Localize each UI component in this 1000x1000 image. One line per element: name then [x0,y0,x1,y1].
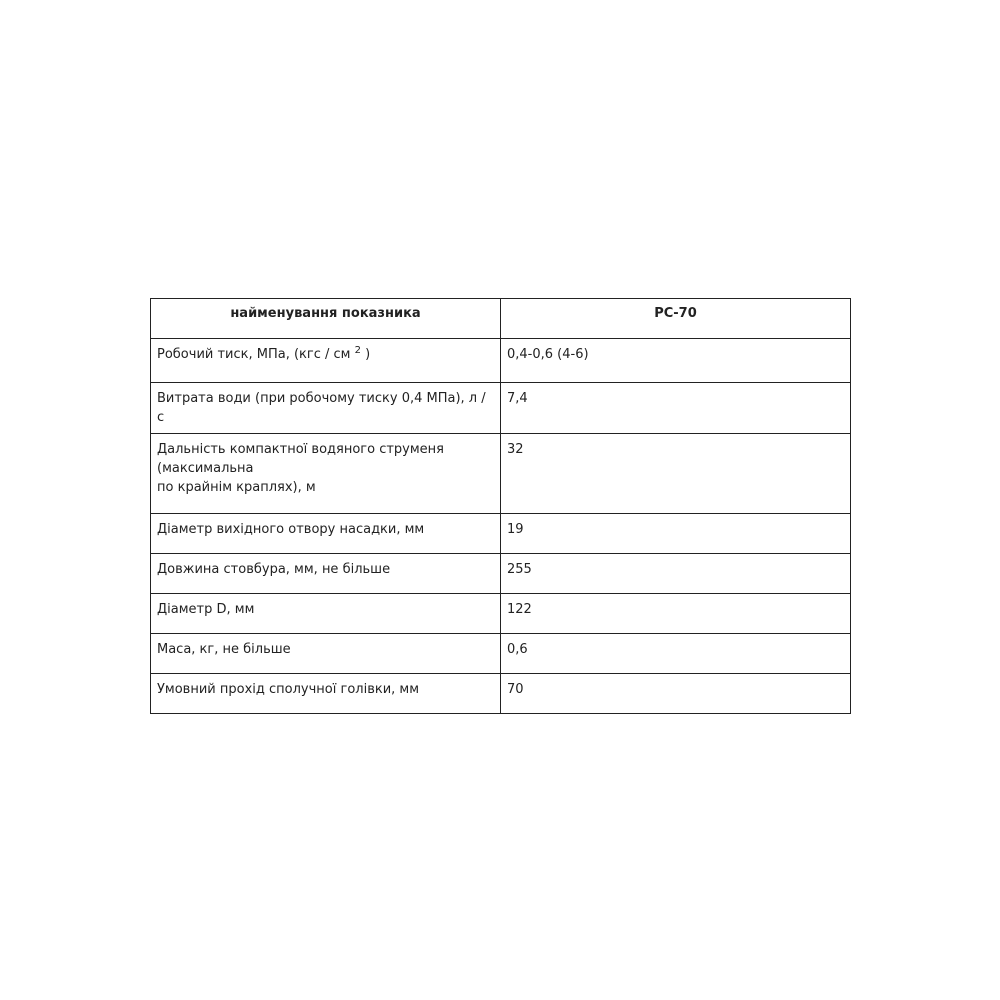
header-value-cell: РС-70 [501,299,851,339]
row-value-cell: 0,6 [501,634,851,674]
row-name-cell [151,339,501,383]
table-row [151,594,851,634]
row-value-cell: 19 [501,514,851,554]
row-value-cell: 0,4-0,6 (4-6) [501,339,851,383]
superscript: 2 [354,345,361,356]
header-name-cell: найменування показника [151,299,501,339]
row-name-cell: Діаметр вихідного отвору насадки, мм [151,514,501,554]
row-name-line: по крайнім краплях), м [157,480,316,495]
table-row [151,434,851,514]
row-name-cell [151,434,501,514]
row-name-cell: Витрата води (при робочому тиску 0,4 МПа), л / с [151,383,501,434]
table-row [151,339,851,383]
table-row [151,634,851,674]
row-name-cell: Умовний прохід сполучної голівки, мм [151,674,501,714]
table-row [151,514,851,554]
row-name-text: Робочий тиск, МПа, (кгс / см [157,347,355,362]
table-header-row [151,299,851,339]
spec-table [150,298,851,714]
row-value-cell: 255 [501,554,851,594]
table-row [151,674,851,714]
row-name-line: (максимальна [157,461,254,476]
row-name-cell: Діаметр D, мм [151,594,501,634]
row-value-cell: 122 [501,594,851,634]
table-row [151,554,851,594]
row-name-cell: Маса, кг, не більше [151,634,501,674]
row-value-cell: 7,4 [501,383,851,434]
row-value-cell: 70 [501,674,851,714]
row-value-cell: 32 [501,434,851,514]
row-name-cell: Довжина стовбура, мм, не більше [151,554,501,594]
row-name-line: Дальність компактної водяного струменя [157,442,445,457]
row-name-text-after: ) [361,347,371,362]
table-row [151,383,851,434]
